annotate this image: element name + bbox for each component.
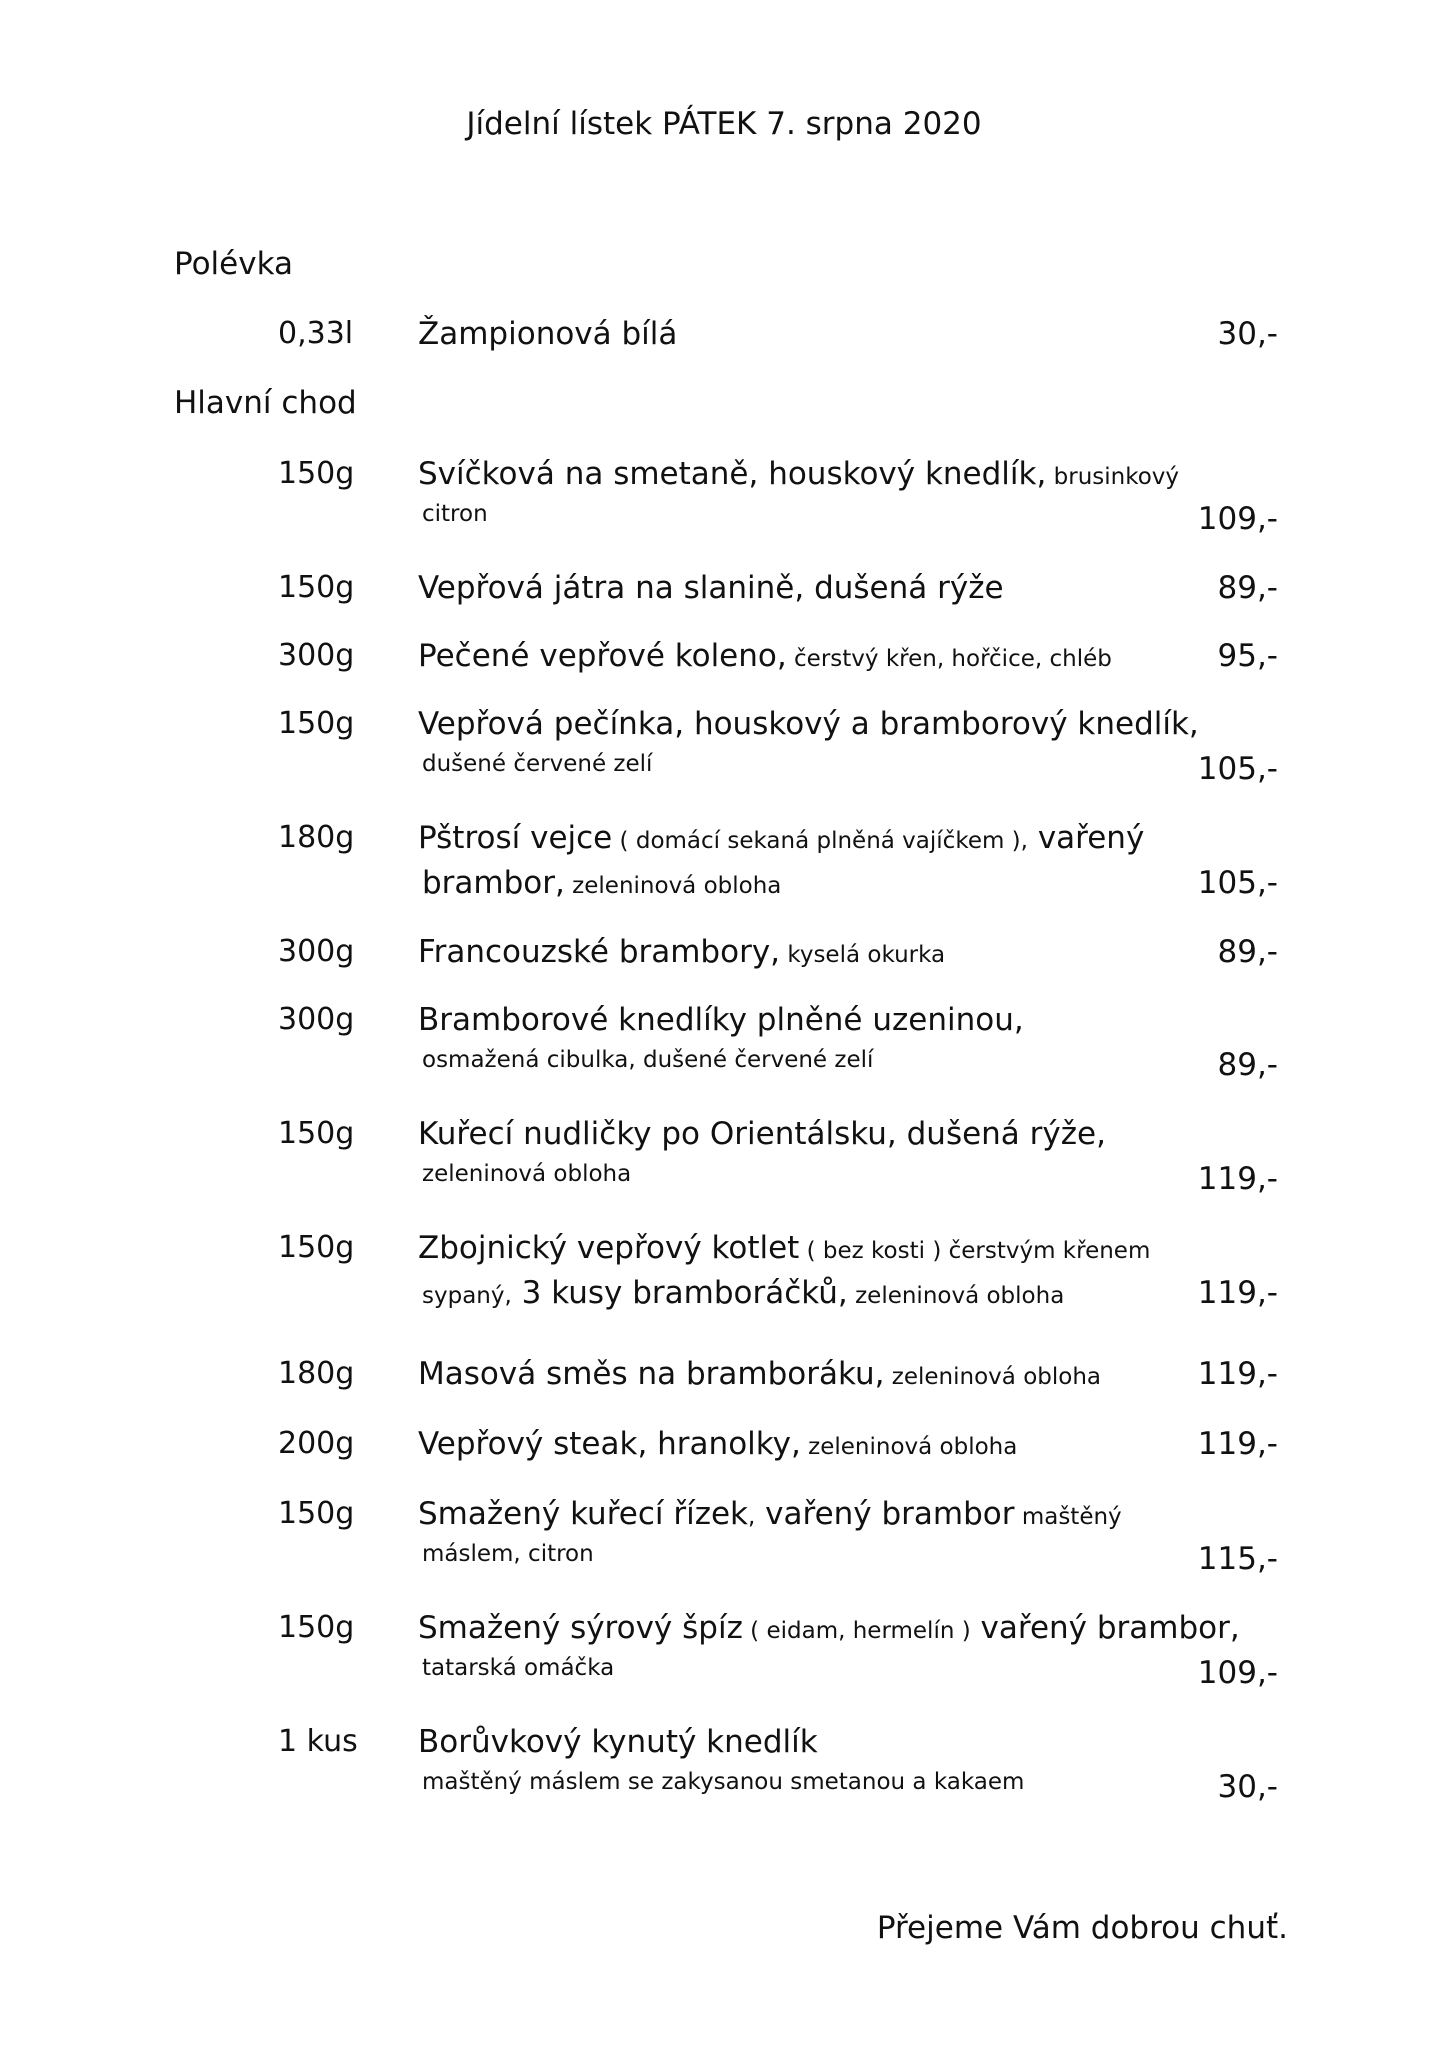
item-description-line-1 <box>418 1356 1101 1392</box>
item-text: Bramborové knedlíky plněné uzeninou, <box>418 1002 1024 1038</box>
item-description-line-1 <box>418 706 1199 742</box>
item-description-line-2 <box>422 751 652 777</box>
item-description-line-2 <box>422 1541 594 1567</box>
item-text: zeleninová obloha <box>422 1161 632 1187</box>
item-quantity: 0,33l <box>278 316 354 351</box>
item-text: zeleninová obloha <box>564 873 782 899</box>
item-description-line-1 <box>418 1002 1024 1038</box>
item-quantity: 150g <box>278 570 355 605</box>
item-text: ( bez kosti ) čerstvým křenem <box>799 1238 1151 1264</box>
item-quantity: 180g <box>278 820 355 855</box>
item-price: 30,- <box>1217 316 1278 352</box>
item-description-line-2 <box>422 1047 873 1073</box>
item-quantity: 300g <box>278 1002 355 1037</box>
item-text: zeleninová obloha <box>884 1364 1101 1390</box>
item-text: brambor, <box>422 865 565 901</box>
item-description-line-2 <box>422 501 488 527</box>
item-text: vařený <box>1027 820 1145 856</box>
item-description-line-1 <box>418 1230 1150 1266</box>
item-description-line-1 <box>418 638 1112 674</box>
item-text: 3 kusy bramboráčků, <box>511 1275 848 1311</box>
item-description-line-1 <box>418 1426 1017 1462</box>
item-text: tatarská omáčka <box>422 1655 615 1681</box>
item-text: zeleninová obloha <box>847 1283 1065 1309</box>
item-description-line-2 <box>422 1655 614 1681</box>
item-quantity: 300g <box>278 638 355 673</box>
item-price: 89,- <box>1217 934 1278 970</box>
item-quantity: 150g <box>278 706 355 741</box>
item-description-line-2 <box>422 1161 631 1187</box>
item-quantity: 200g <box>278 1426 355 1461</box>
item-quantity: 150g <box>278 1230 355 1265</box>
menu-title: Jídelní lístek PÁTEK 7. srpna 2020 <box>466 106 982 142</box>
item-description-line-1 <box>418 1724 818 1760</box>
item-text: brusinkový <box>1046 464 1180 490</box>
item-price: 95,- <box>1217 638 1278 674</box>
item-quantity: 150g <box>278 456 355 491</box>
item-description-line-1 <box>418 820 1144 856</box>
item-text: ( domácí sekaná plněná vajíčkem ), <box>612 828 1028 854</box>
item-text: maštěný <box>1014 1504 1122 1530</box>
item-text: Masová směs na bramboráku, <box>418 1356 885 1392</box>
item-price: 89,- <box>1217 1047 1278 1083</box>
item-text: čerstvý křen, hořčice, chléb <box>786 646 1112 672</box>
item-text: citron <box>422 501 488 527</box>
item-quantity: 150g <box>278 1610 355 1645</box>
item-description-line-1 <box>418 570 1004 606</box>
footer-greeting: Přejeme Vám dobrou chuť. <box>876 1910 1288 1946</box>
item-price: 30,- <box>1217 1769 1278 1805</box>
item-text: ( eidam, hermelín ) <box>742 1618 971 1644</box>
item-price: 119,- <box>1197 1161 1278 1197</box>
item-quantity: 1 kus <box>278 1724 358 1759</box>
item-text: Vepřová játra na slanině, dušená rýže <box>418 570 1004 606</box>
item-text: dušené červené zelí <box>422 751 653 777</box>
item-name: Žampionová bílá <box>418 316 678 352</box>
item-quantity: 180g <box>278 1356 355 1391</box>
item-price: 89,- <box>1217 570 1278 606</box>
item-quantity: 150g <box>278 1496 355 1531</box>
item-text: Pštrosí vejce <box>418 820 613 856</box>
item-text: zeleninová obloha <box>800 1434 1018 1460</box>
section-soup: Polévka <box>174 246 293 282</box>
item-price: 119,- <box>1197 1356 1278 1392</box>
item-text: Borůvkový kynutý knedlík <box>418 1724 818 1760</box>
item-text: kyselá okurka <box>780 942 946 968</box>
item-price: 115,- <box>1197 1541 1278 1577</box>
item-description-line-2 <box>422 1769 1024 1795</box>
item-text: Pečené vepřové koleno, <box>418 638 787 674</box>
section-main: Hlavní chod <box>174 385 357 421</box>
item-text: Smažený kuřecí řízek <box>418 1496 749 1532</box>
item-text: Vepřový steak, hranolky, <box>418 1426 801 1462</box>
item-text: vařený brambor, <box>970 1610 1240 1646</box>
item-text: Zbojnický vepřový kotlet <box>418 1230 800 1266</box>
item-text: Svíčková na smetaně, houskový knedlík, <box>418 456 1047 492</box>
item-text: vařený brambor <box>755 1496 1015 1532</box>
item-quantity: 150g <box>278 1116 355 1151</box>
item-description-line-1 <box>418 1610 1240 1646</box>
item-text: , <box>748 1504 756 1530</box>
item-price: 109,- <box>1197 501 1278 537</box>
item-text: osmažená cibulka, dušené červené zelí <box>422 1047 874 1073</box>
item-price: 105,- <box>1197 865 1278 901</box>
item-description-line-1 <box>418 1496 1122 1532</box>
item-text: maštěný máslem se zakysanou smetanou a kakaem <box>422 1769 1025 1795</box>
item-description-line-1 <box>418 934 945 970</box>
item-price: 109,- <box>1197 1655 1278 1691</box>
item-text: máslem, citron <box>422 1541 594 1567</box>
item-quantity: 300g <box>278 934 355 969</box>
item-text: Smažený sýrový špíz <box>418 1610 743 1646</box>
item-text: Vepřová pečínka, houskový a bramborový knedlík, <box>418 706 1199 742</box>
item-price: 105,- <box>1197 751 1278 787</box>
item-price: 119,- <box>1197 1426 1278 1462</box>
item-description-line-2 <box>422 865 781 901</box>
item-description-line-1 <box>418 1116 1106 1152</box>
item-text: Francouzské brambory, <box>418 934 781 970</box>
item-description-line-1 <box>418 456 1179 492</box>
item-text: sypaný, <box>422 1283 512 1309</box>
item-text: Kuřecí nudličky po Orientálsku, dušená rýže, <box>418 1116 1106 1152</box>
item-price: 119,- <box>1197 1275 1278 1311</box>
item-description-line-2 <box>422 1275 1064 1311</box>
